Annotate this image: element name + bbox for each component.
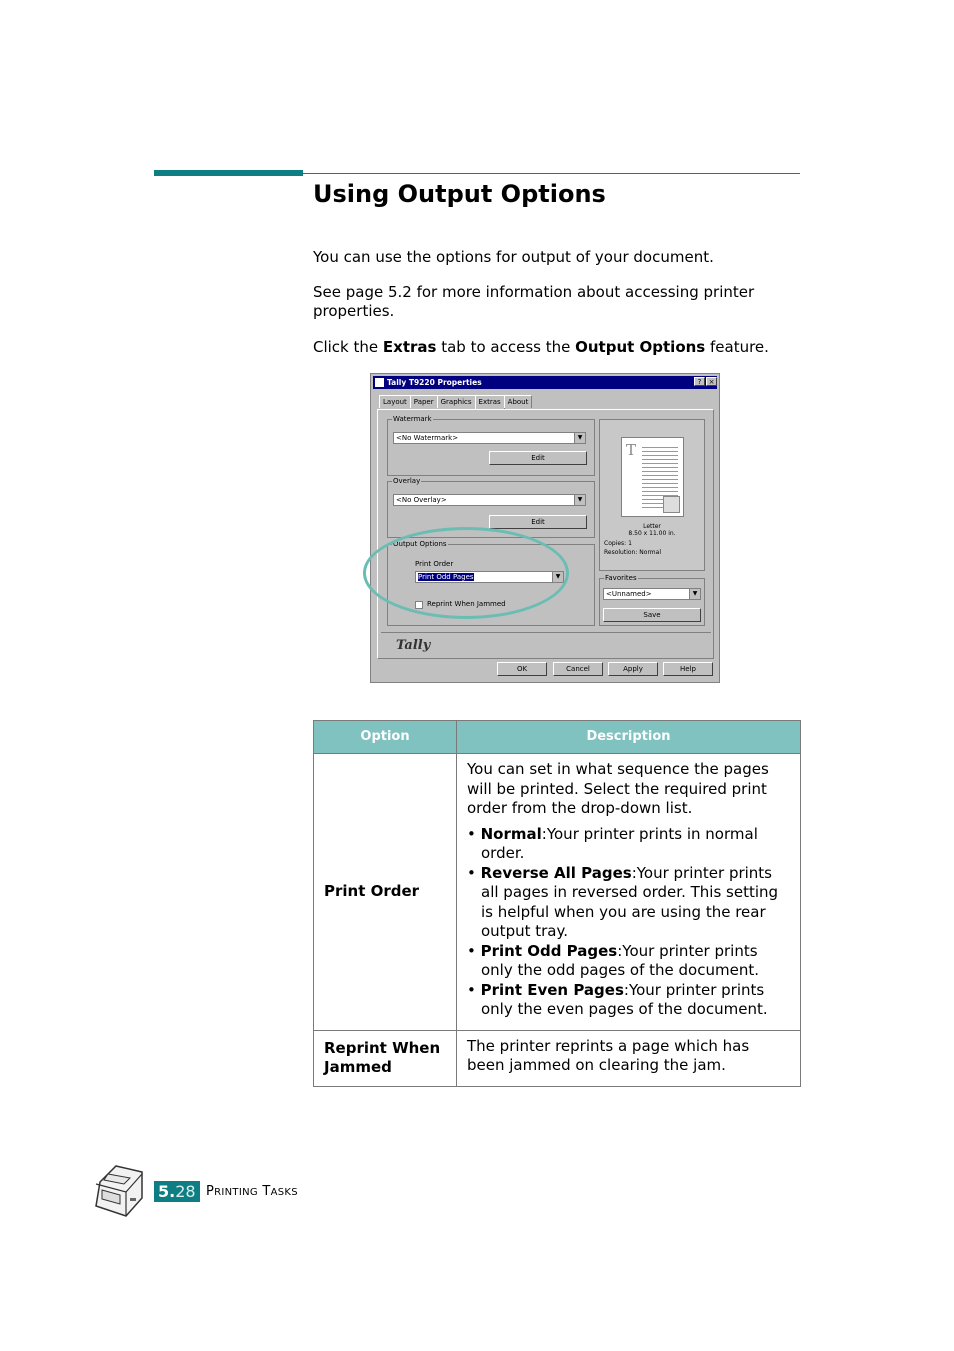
item-text: :Your printer prints only the odd pages of the document. (481, 941, 759, 979)
help-button[interactable]: Help (663, 662, 713, 676)
favorites-select[interactable] (603, 588, 701, 600)
footer-rinting: RINTING (214, 1187, 258, 1198)
overlay-label: Overlay (393, 477, 421, 485)
chapter-number: 5. (158, 1182, 176, 1201)
preview-copies: Copies: 1 (604, 540, 632, 547)
tab-graphics[interactable]: Graphics (437, 395, 476, 408)
close-icon[interactable]: × (706, 377, 717, 386)
header-rule-thin (303, 173, 800, 174)
tally-logo: Tally (396, 638, 431, 653)
watermark-edit-button[interactable]: Edit (489, 451, 587, 465)
option-print-order: Print Order (314, 754, 457, 1031)
list-item: • Normal:Your printer prints in normal order. (467, 824, 758, 862)
instr-pre: Click the (313, 338, 383, 356)
instr-post: feature. (705, 338, 769, 356)
tab-strip (379, 395, 531, 409)
print-order-value: Print Odd Pages (418, 573, 474, 581)
description-print-order (457, 754, 801, 1031)
chevron-down-icon: ▼ (574, 495, 585, 505)
option-reprint: Reprint When Jammed (314, 1030, 457, 1086)
preview-size: 8.50 x 11.00 in. (628, 530, 676, 537)
instr-extras: Extras (382, 338, 437, 356)
printer-icon (90, 1160, 146, 1222)
watermark-group (387, 415, 595, 476)
dialog-title: Tally T9220 Properties (387, 378, 482, 387)
item-text: :Your printer prints all pages in reversed order. This setting is helpful when you are using the rear output tray. (481, 863, 779, 940)
instr-feature: Output Options (575, 338, 706, 356)
favorites-value: <Unnamed> (606, 590, 652, 598)
description-reprint (457, 1030, 801, 1086)
item-text: :Your printer prints in normal order. (481, 824, 758, 862)
reprint-intro: The printer reprints a page which has been jammed on clearing the jam. (467, 1036, 750, 1074)
dialog-title-bar (373, 376, 717, 389)
favorites-label: Favorites (605, 574, 637, 582)
favorites-group (599, 574, 705, 626)
section-title: Using Output Options (313, 180, 606, 208)
options-table (313, 720, 801, 1087)
tab-layout[interactable]: Layout (379, 395, 411, 408)
chevron-down-icon: ▼ (689, 589, 700, 599)
panel-divider (381, 632, 711, 633)
chevron-down-icon: ▼ (574, 433, 585, 443)
item-text: :Your printer prints only the even pages of the document. (481, 980, 768, 1018)
print-order-label: Print Order (415, 560, 454, 568)
watermark-label: Watermark (393, 415, 432, 423)
output-options-label: Output Options (393, 540, 447, 548)
printer-properties-dialog (370, 373, 720, 683)
page-number-box (154, 1181, 200, 1202)
header-rule-thick (154, 170, 303, 176)
footer-section (206, 1184, 298, 1199)
apply-button[interactable]: Apply (608, 662, 658, 676)
reprint-label: Reprint When Jammed (427, 600, 506, 608)
table-row (314, 754, 801, 1031)
watermark-select[interactable] (393, 432, 586, 444)
header-description: Description (457, 721, 801, 754)
page-number: 28 (175, 1182, 196, 1201)
cancel-button[interactable]: Cancel (553, 662, 603, 676)
ok-button[interactable]: OK (497, 662, 547, 676)
watermark-value: <No Watermark> (396, 434, 459, 442)
header-option: Option (314, 721, 457, 754)
list-item: • Print Even Pages:Your printer prints only the even pages of the document. (467, 980, 768, 1018)
list-item: • Print Odd Pages:Your printer prints only the odd pages of the document. (467, 941, 759, 979)
overlay-select[interactable] (393, 494, 586, 506)
help-title-button[interactable]: ? (694, 377, 705, 386)
tab-extras[interactable]: Extras (475, 395, 505, 410)
table-row (314, 1030, 801, 1086)
item-name: Reverse All Pages (480, 863, 632, 882)
page-preview (621, 437, 684, 517)
list-item: • Reverse All Pages:Your printer prints all pages in reversed order. This setting is helpful when you are using the rear output tray. (467, 863, 779, 940)
item-name: Normal (480, 824, 542, 843)
overlay-edit-button[interactable]: Edit (489, 515, 587, 529)
text-preview-icon: T (626, 441, 637, 459)
footer-cap-t: T (262, 1184, 271, 1199)
print-order-intro: You can set in what sequence the pages will be printed. Select the required print order from the drop-down list. (467, 760, 769, 817)
instr-mid: tab to access the (436, 338, 576, 356)
item-name: Print Odd Pages (480, 941, 618, 960)
chevron-down-icon: ▼ (552, 572, 563, 582)
printer-icon (375, 378, 384, 387)
overlay-value: <No Overlay> (396, 496, 447, 504)
footer-cap-p: P (206, 1184, 215, 1199)
item-name: Print Even Pages (480, 980, 624, 999)
tab-paper[interactable]: Paper (410, 395, 438, 408)
preview-paper: Letter (643, 523, 661, 530)
see-page-paragraph: See page 5.2 for more information about accessing printer properties. (313, 283, 755, 320)
favorites-save-button[interactable]: Save (603, 608, 701, 622)
footer-asks: ASKS (270, 1187, 298, 1198)
tab-about[interactable]: About (504, 395, 533, 408)
preview-resolution: Resolution: Normal (604, 549, 661, 556)
image-preview-icon (663, 496, 680, 513)
intro-paragraph: You can use the options for output of your document. (313, 248, 714, 266)
extras-instruction (313, 338, 793, 357)
table-header-row (314, 721, 801, 754)
print-order-list (467, 825, 790, 1020)
highlight-ellipse (363, 527, 569, 619)
preview-area (599, 419, 705, 571)
